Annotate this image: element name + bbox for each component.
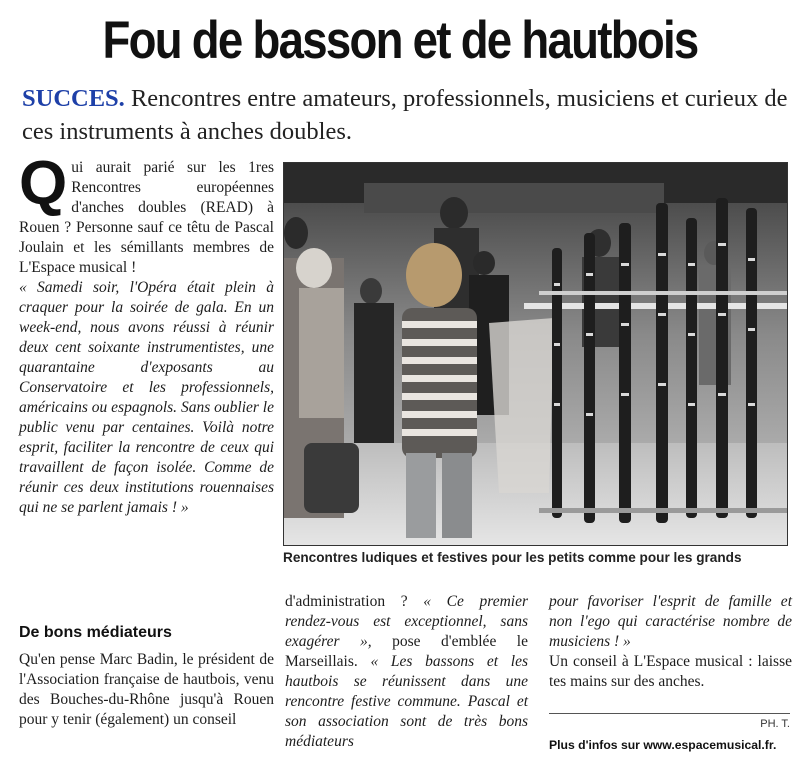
deck-kicker: SUCCES. [22,85,125,112]
more-info [549,738,790,752]
intro-text: ui aurait parié sur les 1res Rencontres européennes d'anches doubles (READ) à Rouen ? Personne sauf ce têtu de Pascal Joulain et les sémillants membres de L'Espace musical ! [19,159,274,276]
quote-paragraph: « Samedi soir, l'Opéra était plein à craquer pour la soirée de gala. En un week-end, nous avons réussi à réunir deux cent soixante instrumentistes, une quarantaine d'exposants au Conservatoire et les professionnels, américains ou espagnols. Sans oublier le public venu par centaines. Voilà notre esprit, faciliter la rencontre de ceux qui travaillent de façon isolée. Comme de réunir ces deux institutions rouennaises qui ne se parlent jamais ! » [19,279,274,516]
col2-quote-1: « Ce premier rendez-vous est exceptionnel, sans exagérer », [285,593,528,650]
photo-caption: Rencontres ludiques et festives pour les petits comme pour les grands [283,550,742,565]
col3-plain: Un conseil à L'Espace musical : laisse tes mains sur des anches. [549,653,792,690]
more-info-label: Plus d'infos sur [549,738,640,752]
deck-text: Rencontres entre amateurs, professionnels, musiciens et curieux de ces instruments à anches doubles. [22,85,788,145]
article-column-3 [549,592,792,692]
para-badin: Qu'en pense Marc Badin, le président de l'Association française de hautbois, venu des Bouches-du-Rhône jusqu'à Rouen pour y tenir (également) un conseil [19,651,274,728]
deck [22,82,792,148]
col3-quote: pour favoriser l'esprit de famille et non l'ego qui caractérise nombre de musiciens ! » [549,593,792,650]
col2-plain-2: pose d'emblée le Marseillais. [285,633,528,670]
more-info-url[interactable]: www.espacemusical.fr. [643,738,777,752]
divider [549,713,790,714]
article-photo [283,162,788,546]
photo-credit: PH. T. [760,718,790,730]
col2-paragraph [285,592,528,752]
col2-quote-2: « Les bassons et les hautbois se réunissent dans une rencontre festive commune. Pascal et son association sont de très bons médiateurs [285,653,528,750]
col2-plain-1: d'administration ? [285,593,408,610]
photo-illustration [284,163,788,546]
article-column-1 [19,149,274,518]
drop-cap: Q [19,149,68,218]
article-column-1-bottom [19,650,274,730]
headline: Fou de basson et de hautbois [102,11,698,70]
subhead: De bons médiateurs [19,624,172,641]
article-column-2 [285,592,528,752]
